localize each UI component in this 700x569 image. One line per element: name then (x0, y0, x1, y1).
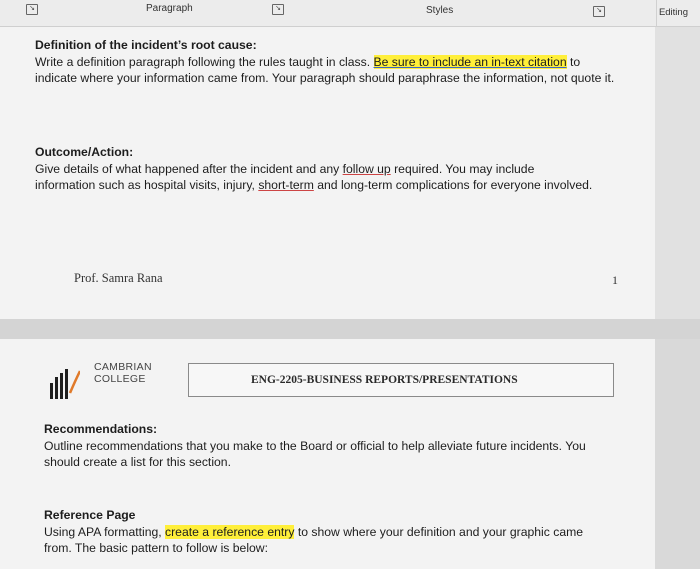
follow-up-word: follow up (342, 161, 391, 176)
reference-text-start: Using APA formatting, (44, 524, 166, 539)
ribbon-divider (656, 0, 657, 26)
editing-group-label[interactable]: Editing (658, 7, 688, 18)
logo-bars-icon (50, 369, 80, 399)
reference-text-end: to show where your definition and your graphic came from. The basic pattern to follow is below: (44, 524, 584, 555)
document-page-1[interactable] (0, 27, 655, 319)
footer-author: Prof. Samra Rana (74, 271, 163, 285)
page-gutter (655, 27, 700, 319)
styles-launcher-icon[interactable]: ↘ (593, 6, 605, 17)
logo-text (94, 361, 152, 385)
reference-heading: Reference Page (44, 508, 136, 522)
page-break-gap (0, 319, 700, 339)
outcome-text-3: and long-term complications for everyone involved. (313, 178, 593, 192)
definition-section[interactable] (35, 37, 625, 87)
logo-line-2: COLLEGE (94, 373, 146, 385)
paragraph-group-label: Paragraph (146, 3, 193, 14)
short-term-word: short-term (258, 178, 314, 192)
citation-highlight: Be sure to include an in-text citation (373, 54, 567, 69)
reference-entry-highlight: create a reference entry (165, 524, 295, 539)
definition-text-end: to indicate where your information came from. Your paragraph should paraphrase the information, not quote it. (35, 54, 615, 85)
paragraph-launcher-icon[interactable]: ↘ (272, 4, 284, 15)
recommendations-text: Outline recommendations that you make to the Board or official to help alleviate future incidents. You should create a list for this section. (44, 438, 586, 469)
reference-section[interactable] (44, 507, 614, 557)
outcome-text-1: Give details of what happened after the incident and any (35, 161, 343, 176)
recommendations-section[interactable] (44, 421, 614, 471)
outcome-text-2: required. You may include information such as hospital visits, injury, (35, 161, 535, 192)
ribbon-bar (0, 0, 700, 27)
definition-heading: Definition of the incident’s root cause: (35, 38, 257, 52)
course-title: ENG-2205-BUSINESS REPORTS/PRESENTATIONS (251, 374, 518, 386)
outcome-heading: Outcome/Action: (35, 145, 134, 159)
course-title-box (188, 363, 614, 397)
clipboard-launcher-icon[interactable]: ↘ (26, 4, 38, 15)
styles-group-label: Styles (426, 5, 454, 16)
page-number: 1 (612, 273, 618, 287)
page-header (38, 357, 614, 403)
recommendations-heading: Recommendations: (44, 422, 158, 436)
definition-text-start: Write a definition paragraph following the rules taught in class. (35, 54, 374, 69)
outcome-section[interactable] (35, 144, 595, 194)
document-page-2[interactable] (0, 339, 655, 569)
college-logo (38, 357, 168, 403)
logo-line-1: CAMBRIAN (94, 361, 152, 373)
